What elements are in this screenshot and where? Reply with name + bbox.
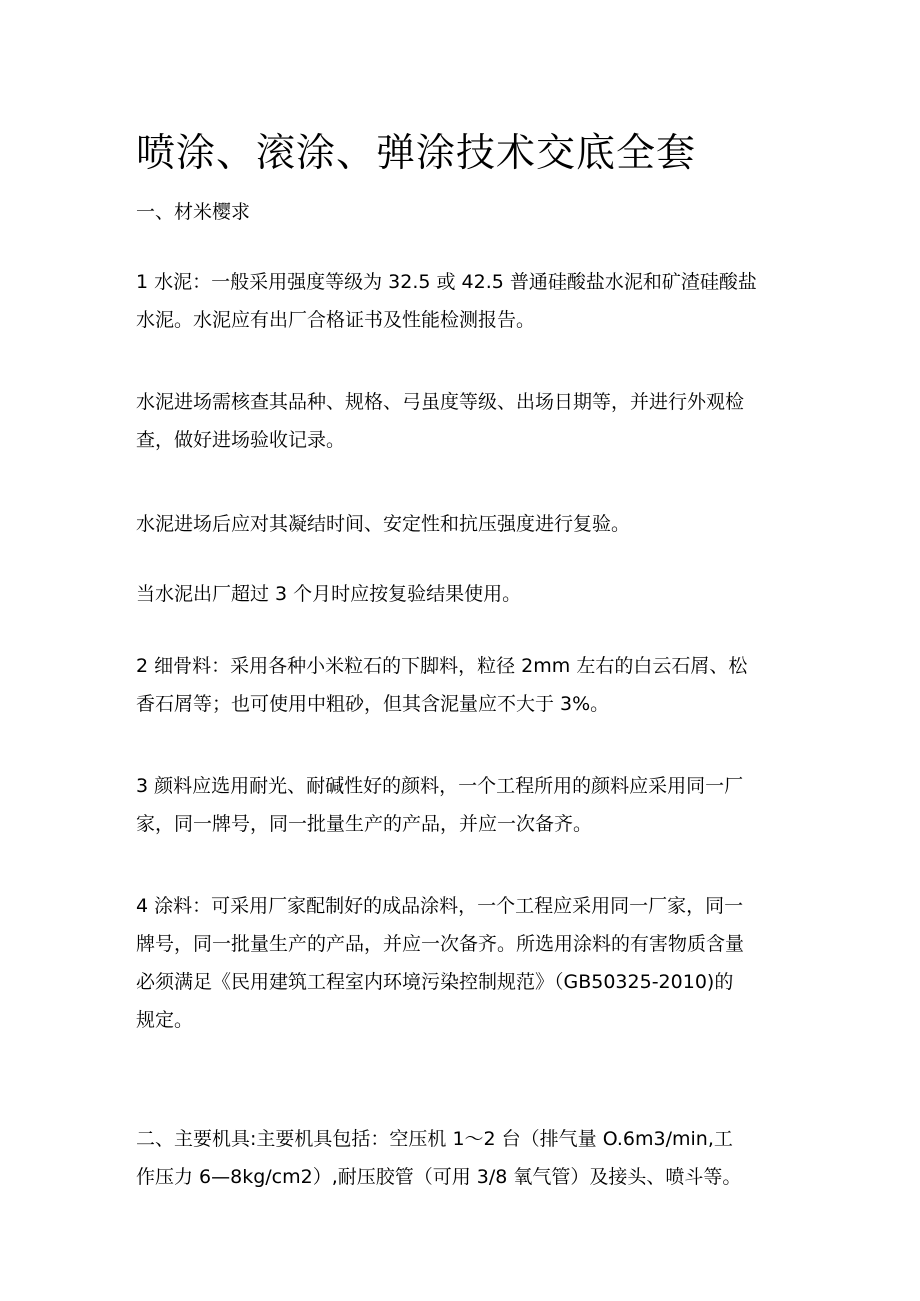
paragraph-cement-retest [136,505,796,543]
paragraph-line: 1 水泥：一般采用强度等级为 32.5 或 42.5 普通硅酸盐水泥和矿渣硅酸盐 [136,271,757,293]
paragraph-line: 水泥。水泥应有出厂合格证书及性能检测报告。 [136,309,536,331]
paragraph-line: 必须满足《民用建筑工程室内环境污染控制规范》（GB50325-2010)的 [136,971,734,993]
paragraph-line: 二、主要机具:主要机具包括：空压机 1～2 台（排气量 O.6m3/min,工 [136,1128,733,1150]
paragraph-line: 香石屑等；也可使用中粗砂，但其含泥量应不大于 3%。 [136,693,610,715]
paragraph-pigment [136,767,796,843]
paragraph-line: 查，做好进场验收记录。 [136,429,346,451]
paragraph-line: 水泥进场需核查其品种、规格、弓虽度等级、出场日期等，并进行外观检 [136,391,745,413]
paragraph-fine-aggregate [136,647,796,723]
paragraph-line: 规定。 [136,1009,194,1031]
paragraph-line: 当水泥出厂超过 3 个月时应按复验结果使用。 [136,583,522,605]
paragraph-cement [136,263,796,339]
paragraph-cement-inspection [136,383,796,459]
paragraph-coating [136,887,796,1039]
paragraph-line: 家，同一牌号，同一批量生产的产品，并应一次备齐。 [136,813,593,835]
paragraph-line: 水泥进场后应对其凝结时间、安定性和抗压强度进行复验。 [136,513,631,535]
paragraph-line: 3 颜料应选用耐光、耐碱性好的颜料，一个工程所用的颜料应采用同一厂 [136,775,744,797]
paragraph-line: 4 涂料：可采用厂家配制好的成品涂料，一个工程应采用同一厂家，同一 [136,895,744,917]
paragraph-line: 2 细骨料：采用各种小米粒石的下脚料，粒径 2mm 左右的白云石屑、松 [136,655,748,677]
paragraph-cement-expiry [136,575,796,613]
paragraph-main-equipment [136,1120,796,1196]
paragraph-line: 作压力 6—8kg/cm2）,耐压胶管（可用 3/8 氧气管）及接头、喷斗等。 [136,1166,742,1188]
document-title: 喷涂、滚涂、弹涂技术交底全套 [136,131,697,176]
section-heading-materials: 一、材米樱求 [136,201,251,223]
paragraph-line: 牌号，同一批量生产的产品，并应一次备齐。所选用涂料的有害物质含量 [136,933,745,955]
